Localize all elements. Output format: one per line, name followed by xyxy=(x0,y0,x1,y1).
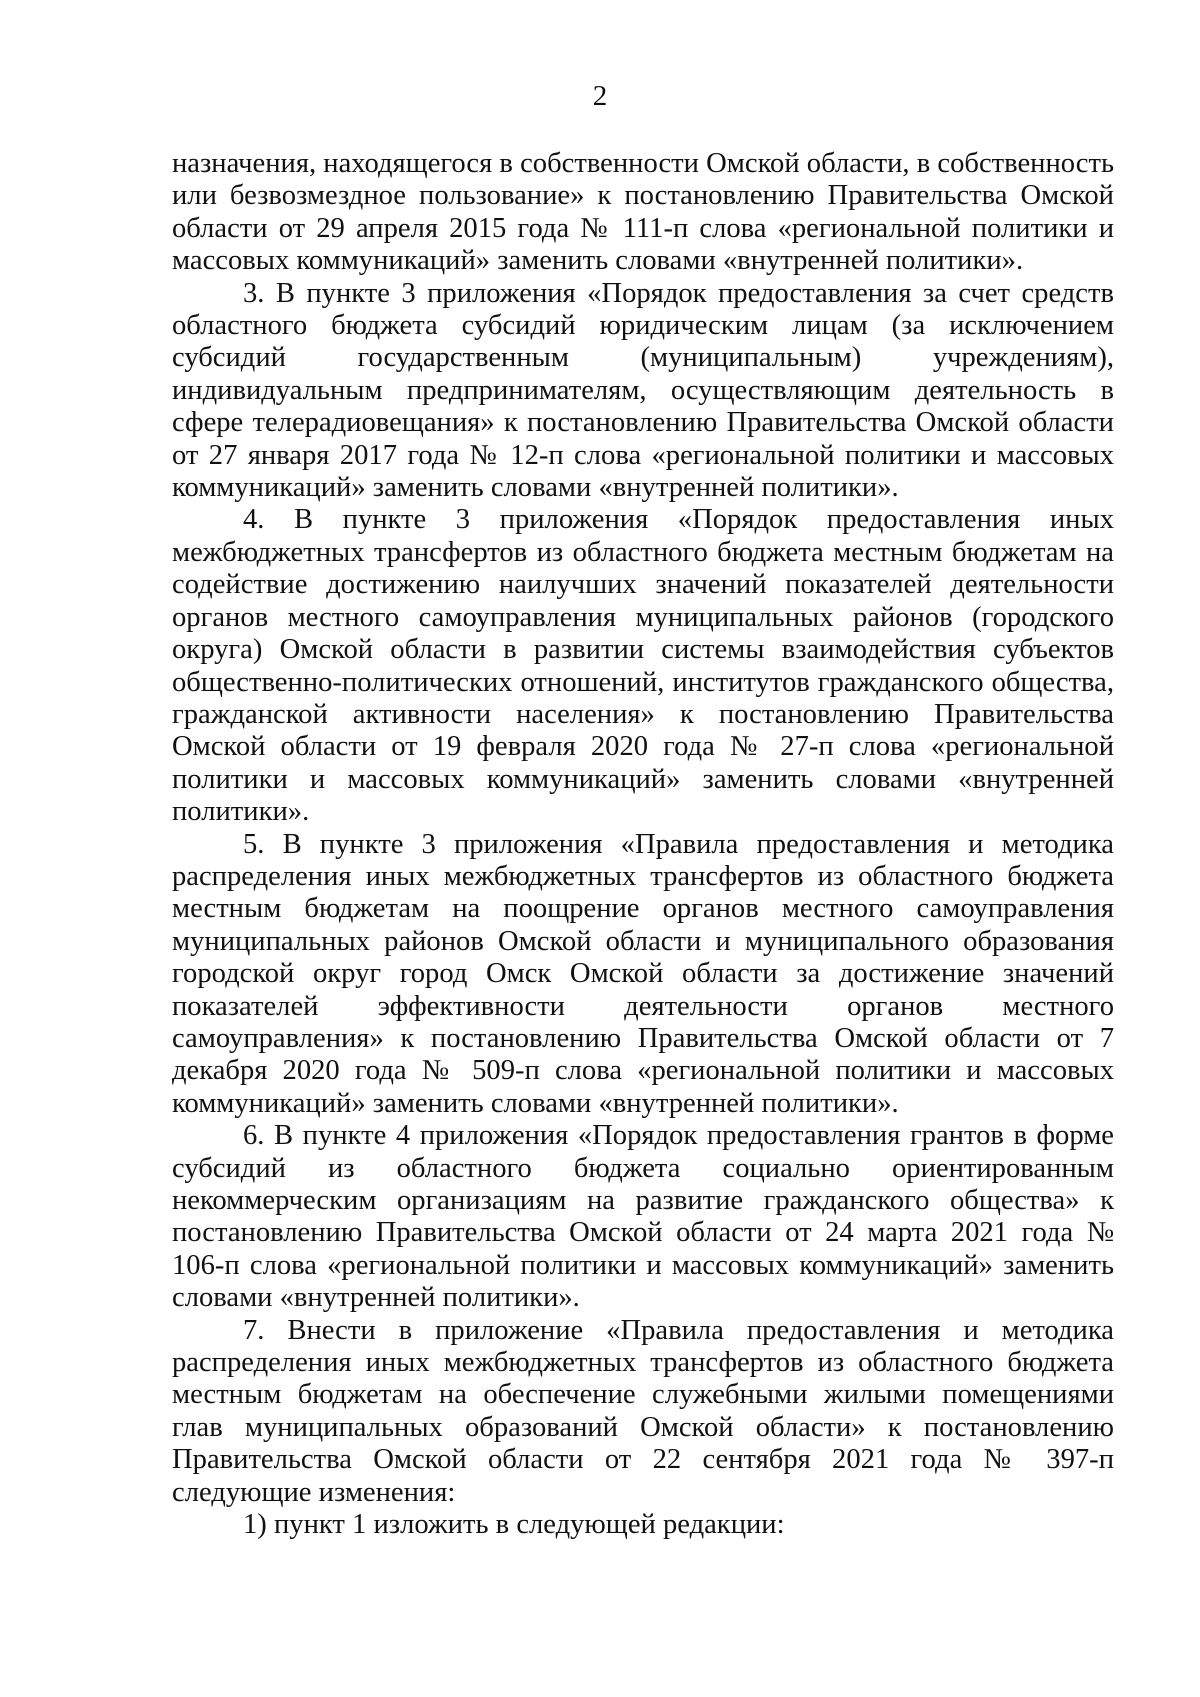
paragraph-continuation: назначения, находящегося в собственности Омской области, в собственность или безвозмездное пользование» к постановлению Правительства Омской области от 29 апреля 2015 года № 111-п слова «региональной политики и массовых коммуникаций» заменить словами «внутренней политики». xyxy=(172,148,1114,277)
paragraph-item-7: 7. Внести в приложение «Правила предоставления и методика распределения иных межбюджетных трансфертов из областного бюджета местным бюджетам на обеспечение служебными жилыми помещениями глав муниципальных образований Омской области» к постановлению Правительства Омской области от 22 сентября 2021 года № 397-п следующие изменения: xyxy=(172,1314,1114,1508)
page-number: 2 xyxy=(592,80,608,112)
document-body xyxy=(172,148,1114,1541)
paragraph-item-3: 3. В пункте 3 приложения «Порядок предоставления за счет средств областного бюджета субсидий юридическим лицам (за исключением субсидий государственным (муниципальным) учреждениям), индивидуальным предпринимателям, осуществляющим деятельность в сфере телерадиовещания» к постановлению Правительства Омской области от 27 января 2017 года № 12-п слова «региональной политики и массовых коммуникаций» заменить словами «внутренней политики». xyxy=(172,277,1114,504)
paragraph-item-5: 5. В пункте 3 приложения «Правила предоставления и методика распределения иных межбюджетных трансфертов из областного бюджета местным бюджетам на поощрение органов местного самоуправления муниципальных районов Омской области и муниципального образования городской округ город Омск Омской области за достижение значений показателей эффективности деятельности органов местного самоуправления» к постановлению Правительства Омской области от 7 декабря 2020 года № 509-п слова «региональной политики и массовых коммуникаций» заменить словами «внутренней политики». xyxy=(172,828,1114,1119)
paragraph-item-6: 6. В пункте 4 приложения «Порядок предоставления грантов в форме субсидий из областного бюджета социально ориентированным некоммерческим организациям на развитие гражданского общества» к постановлению Правительства Омской области от 24 марта 2021 года № 106-п слова «региональной политики и массовых коммуникаций» заменить словами «внутренней политики». xyxy=(172,1120,1114,1314)
paragraph-item-4: 4. В пункте 3 приложения «Порядок предоставления иных межбюджетных трансфертов из областного бюджета местным бюджетам на содействие достижению наилучших значений показателей деятельности органов местного самоуправления муниципальных районов (городского округа) Омской области в развитии системы взаимодействия субъектов общественно-политических отношений, институтов гражданского общества, гражданской активности населения» к постановлению Правительства Омской области от 19 февраля 2020 года № 27-п слова «региональной политики и массовых коммуникаций» заменить словами «внутренней политики». xyxy=(172,504,1114,828)
paragraph-subitem-1: 1) пункт 1 изложить в следующей редакции: xyxy=(243,1509,785,1541)
